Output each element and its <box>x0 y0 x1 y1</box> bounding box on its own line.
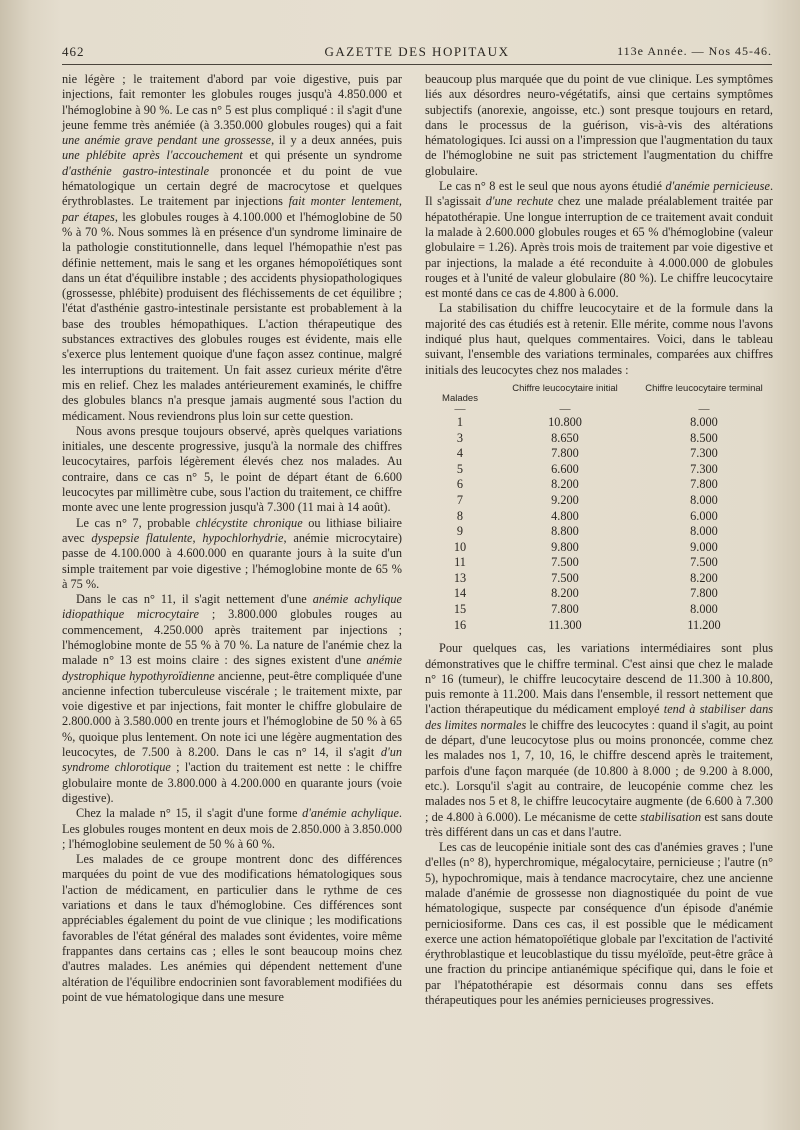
terminal-count: 6.000 <box>690 508 718 523</box>
italic-text: anémie achylique idiopathique microcytaire <box>62 592 402 622</box>
initial-count: 10.800 <box>548 414 582 429</box>
paragraph <box>425 840 773 1008</box>
table-row <box>425 618 773 634</box>
page-number: 462 <box>62 44 85 59</box>
italic-text: une anémie grave pendant une grossesse <box>62 133 272 148</box>
patient-number: 11 <box>454 555 466 570</box>
text-run: prononcée et du point de vue hématologique un certain degré de macrocytose et quelques érythroblastes. Le traitement par injections <box>62 163 402 209</box>
patient-number: 15 <box>453 602 467 617</box>
italic-text: chlécystite chronique <box>195 515 303 530</box>
terminal-count: 8.000 <box>690 414 718 429</box>
table-row <box>425 446 773 462</box>
right-column-top-text <box>425 72 773 378</box>
text-run: Nous avons presque toujours observé, après quelques variations initiales, une descente progressive, jusqu'à la normale des chiffres leucocytaires, parfois légèrement élevés chez nos malades. Au contraire, dans ce cas n° 5, le point de départ étant de 6.600 leucocytes par millimètre cube, sous l'action du traitement, ce chiffre monte avec une lente progression jusqu'à 7.300 (11 mai à 14 août). <box>62 423 402 515</box>
table-row <box>425 462 773 478</box>
paragraph <box>62 806 402 852</box>
table-body <box>425 415 773 633</box>
patient-number: 3 <box>456 430 464 445</box>
terminal-count: 11.200 <box>687 617 721 632</box>
terminal-count: 8.000 <box>690 524 718 539</box>
text-run: chez une malade préalablement traitée par hépatothérapie. Une longue interruption de ce traitement avait conduit la malade à 2.600.000 globules rouges et 65 % d'hémoglobine (valeur globulaire = 1.26). Après trois mois de traitement par voie digestive et par injections, la malade a été reconduite à 4.000.000 de globules rouges et à l'unité de valeur globulaire (80 %). Le chiffre leucocytaire est monté dans ce cas de 4.800 à 6.000. <box>425 194 773 301</box>
dash: — <box>559 402 571 415</box>
paragraph <box>62 852 402 1005</box>
paragraph <box>62 516 402 592</box>
terminal-count: 8.500 <box>690 430 718 445</box>
text-run: Dans le cas n° 11, il s'agit nettement d'une <box>76 592 313 607</box>
terminal-count: 7.800 <box>690 586 718 601</box>
right-column-bottom-text <box>425 641 773 1008</box>
terminal-count: 8.200 <box>690 570 718 585</box>
paragraph <box>62 72 402 424</box>
table-row <box>425 415 773 431</box>
initial-count: 9.800 <box>551 539 579 554</box>
table-header <box>425 384 773 404</box>
italic-text: fait monter lentement, par étapes <box>62 194 402 224</box>
text-run: nie légère ; le traitement d'abord par voie digestive, puis par injections, fait remonter les globules rouges jusqu'à 4.850.000 et l'hémoglobine à 90 %. Le cas n° 5 est plus compliqué : il s'agit d'une jeune femme très anémiée (à 3.350.000 globules rouges) qui a fait <box>62 72 402 132</box>
patient-number: 10 <box>453 539 467 554</box>
patient-number: 6 <box>456 477 464 492</box>
italic-text: une phlébite après l'accouchement <box>62 148 243 163</box>
terminal-count: 7.300 <box>690 446 718 461</box>
patient-number: 5 <box>456 461 464 476</box>
terminal-count: 7.500 <box>690 555 718 570</box>
patient-number: 4 <box>456 446 464 461</box>
text-run: Pour quelques cas, les variations intermédiaires sont plus démonstratives que le chiffre terminal. C'est ainsi que chez le malade n° 16 (tumeur), le chiffre leucocytaire descend de 11.300 à 10.800, puis remonte à 11.200. Mais dans l'ensemble, il ressort nettement que l'action thérapeutique du médicament employé <box>425 641 773 717</box>
initial-count: 11.300 <box>548 617 582 632</box>
italic-text: tend à stabiliser dans des limites normales <box>425 702 773 732</box>
terminal-count: 9.000 <box>690 539 718 554</box>
right-column <box>425 72 773 1008</box>
table-row <box>425 602 773 618</box>
italic-text: d'asthénie gastro-intestinale <box>62 163 210 178</box>
table-row <box>425 477 773 493</box>
table-row <box>425 555 773 571</box>
terminal-count: 8.000 <box>690 492 718 507</box>
paragraph <box>425 641 773 840</box>
table-row <box>425 509 773 525</box>
text-run: Chez la malade n° 15, il s'agit d'une forme <box>76 806 303 821</box>
initial-count: 7.800 <box>551 446 579 461</box>
patient-number: 7 <box>456 492 464 507</box>
initial-count: 9.200 <box>551 492 579 507</box>
text-run: Le cas n° 8 est le seul que nous ayons étudié <box>439 179 666 194</box>
paragraph <box>425 72 773 179</box>
patient-number: 13 <box>453 570 467 585</box>
italic-text: d'anémie achylique <box>302 806 399 821</box>
patient-number: 16 <box>453 617 467 632</box>
initial-count: 7.500 <box>551 570 579 585</box>
italic-text: anémie dystrophique hypothyroïdienne <box>62 653 402 683</box>
initial-count: 8.800 <box>551 524 579 539</box>
patient-number: 14 <box>453 586 467 601</box>
italic-text: dyspepsie flatulente, hypochlorhydrie <box>91 530 284 545</box>
italic-text: d'une rechute <box>485 194 554 209</box>
paragraph <box>62 592 402 806</box>
text-run: est sans doute très différent dans un cas et dans l'autre. <box>425 809 774 839</box>
text-run: ; l'action du traitement est nette : le chiffre globulaire monte de 3.800.000 à 4.200.000 en quarante jours (voie digestive). <box>62 760 402 805</box>
table-row <box>425 524 773 540</box>
italic-text: d'un syndrome chlorotique <box>62 745 402 775</box>
header-terminal: Chiffre leucocytaire terminal <box>645 382 763 394</box>
text-run: ancienne, peut-être compliquée d'une ancienne infection tuberculeuse viscérale ; le traitement mixte, par voie digestive et par injections, fait monter le chiffre globulaire de 2.800.000 à 3.580.000 en trente jours et l'hémoglobine de 50 % à 65 %, quoique plus lentement. On note ici une légère augmentation des leucocytes, de 7.500 à 8.200. Dans le cas n° 14, il s'agit <box>62 668 402 760</box>
italic-text: stabilisation <box>640 809 702 824</box>
table-row <box>425 586 773 602</box>
dash: — <box>698 402 710 415</box>
patient-number: 9 <box>456 524 464 539</box>
terminal-count: 8.000 <box>690 602 718 617</box>
text-run: . Il s'agissait <box>425 179 774 209</box>
initial-count: 7.500 <box>551 555 579 570</box>
paragraph <box>425 179 773 301</box>
text-run: et qui présente un syndrome <box>242 148 402 163</box>
paragraph <box>62 424 402 516</box>
table-dash-row <box>425 404 773 415</box>
text-run: Le cas n° 7, probable <box>76 515 196 530</box>
text-run: beaucoup plus marquée que du point de vue clinique. Les symptômes liés aux désordres neuro-végétatifs, ainsi que certains symptômes subjectifs (anorexie, angoisse, etc.) sont presque toujours en retard, dans le processus de la guérison, vis-à-vis des altérations hématologiques. Ici aussi on a l'impression que l'augmentation du taux de l'hémoglobine ne suit pas strictement l'augmentation du chiffre globulaire. <box>425 72 773 178</box>
text-run: , anémie microcytaire) passe de 4.100.000 à 4.600.000 en quarante jours à la suite d'un simple traitement par voie digestive ; l'hémoglobine monte de 65 % à 75 %. <box>62 530 402 591</box>
text-run: ; 3.800.000 globules rouges au commencement, 4.250.000 après traitement par injections ; l'hémoglobine monte de 55 % à 70 %. La nature de l'anémie chez la malade n° 13 est moins claire : des signes existent d'une <box>62 607 402 668</box>
text-run: Les malades de ce groupe montrent donc des différences marquées du point de vue des modifications hématologiques sous l'action de médicament, en particulier dans le rythme de ces variations et dans le taux d'hémoglobine. Ces différences sont appréciables également du point de vue clinique ; les modifications favorables de l'état général des malades sont évidentes, voire même frappantes dans certains cas ; elles le sont beaucoup moins chez d'autres malades. Les anémies qui dépendent nettement d'une altération de l'équilibre endocrinien sont favorablement modifiées du point de vue hématologique dans une mesure <box>62 852 402 1004</box>
initial-count: 8.650 <box>551 430 579 445</box>
terminal-count: 7.300 <box>690 461 718 476</box>
issue-info: 113e Année. — Nos 45-46. <box>617 44 772 58</box>
patient-number: 1 <box>456 414 464 429</box>
left-column <box>62 72 402 1005</box>
table-row <box>425 493 773 509</box>
running-header <box>62 40 772 65</box>
text-run: , il y a deux années, puis <box>271 133 402 148</box>
header-patients: Malades <box>442 392 478 404</box>
header-initial: Chiffre leucocytaire initial <box>512 382 618 394</box>
initial-count: 8.200 <box>551 477 579 492</box>
text-run: , les globules rouges à 4.100.000 et l'hémoglobine de 50 % à 70 %. Nous sommes là en présence d'un syndrome liminaire de la pathologie constitutionnelle, dans lequel l'hémopathie n'est pas définie nettement, mais le sang et les organes hémopoïétiques sont dans un état d'équilibre instable ; des accidents physiopathologiques (grossesse, phlébite) produisent des fléchissements de cet équilibre ; l'état d'asthénie gastro-intestinale persistante est probablement à la base des troubles hémopathiques. L'action thérapeutique des substances extractives des globules rouges est évidente, mais elle s'exerce plus lentement quoique d'une façon assez continue, malgré les interruptions du traitement. Un fait assez curieux mérite d'être mis en relief. Chez les malades antérieurement examinés, le chiffre des globules blancs n'a presque jamais augmenté sous l'action du médicament. Nous reviendrons plus loin sur cette question. <box>62 209 402 423</box>
terminal-count: 7.800 <box>690 477 718 492</box>
text-run: ou lithiase biliaire avec <box>62 515 402 545</box>
table-row <box>425 571 773 587</box>
initial-count: 6.600 <box>551 461 579 476</box>
paragraph <box>425 301 773 377</box>
text-run: le chiffre des leucocytes : quand il s'agit, au point de départ, d'une leucocytose plus ou moins prononcée, comme chez les malades nos 1, 7, 10, 16, le chiffre descend après le traitement, parfois d'une façon marquée (de 10.800 à 8.000 ; de 9.200 à 8.000, etc.). Lorsqu'il s'agit au contraire, de leucopénie comme chez les malades nos 5 et 8, le chiffre leucocytaire augmente (de 6.600 à 7.300 ; de 4.800 à 6.000). Le mécanisme de cette <box>425 717 773 824</box>
patient-number: 8 <box>456 508 464 523</box>
text-run: Les cas de leucopénie initiale sont des cas d'anémies graves ; l'une d'elles (n° 8), hyperchromique, mégalocytaire, pernicieuse ; l'autre (n° 5), hypochromique, mais à tendance macrocytaire, chez une ancienne malade d'anémie de grossesse non diagnostiquée du point de vue hématologique, suspecte par conséquence d'un épisode d'anémie perniciosiforme. Dans ces cas, il est possible que le médicament exerce une action hématopoïétique globale par l'excitation de l'activité érythroblastique et leucoblastique du tissu myéloïde, peut-être grâce à une fraction du principe antianémique spécifique qui, dans le foie et par l'hépatothérapie est désormais connu dans ses effets thérapeutiques pour les anémies pernicieuses progressives. <box>425 840 773 1008</box>
initial-count: 8.200 <box>551 586 579 601</box>
initial-count: 7.800 <box>551 602 579 617</box>
table-row <box>425 431 773 447</box>
text-run: . Les globules rouges montent en deux mois de 2.850.000 à 3.850.000 ; l'hémoglobine seulement de 50 % à 60 %. <box>62 806 402 851</box>
leucocyte-table <box>425 384 773 633</box>
table-row <box>425 540 773 556</box>
dash: — <box>454 402 466 415</box>
initial-count: 4.800 <box>551 508 579 523</box>
text-run: La stabilisation du chiffre leucocytaire et de la formule dans la majorité des cas étudiés est à retenir. Elle mérite, comme nous l'avons indiqué plus haut, quelques commentaires. Voici, dans le tableau suivant, l'ensemble des variations terminales, comparées aux chiffres initials des leucocytes chez nos malades : <box>425 301 773 377</box>
italic-text: d'anémie pernicieuse <box>665 179 770 194</box>
journal-title: GAZETTE DES HOPITAUX <box>324 44 510 59</box>
